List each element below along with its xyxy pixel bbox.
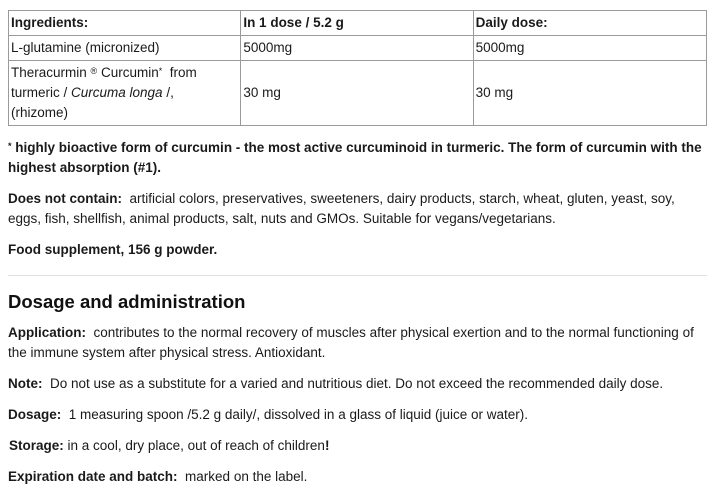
plant-part: (rhizome) bbox=[11, 105, 69, 120]
dosage-text: 1 measuring spoon /5.2 g daily/, dissolved in a glass of liquid (juice or water). bbox=[68, 407, 529, 422]
expiration-text: marked on the label. bbox=[185, 469, 308, 484]
divider bbox=[8, 275, 707, 276]
footnote-star: * bbox=[8, 141, 12, 151]
food-supplement: Food supplement, 156 g powder. bbox=[8, 242, 218, 257]
latin-name: Curcuma longa bbox=[71, 85, 163, 100]
expiration-label: Expiration date and batch: bbox=[8, 469, 178, 484]
ingredient-daily: 30 mg bbox=[473, 61, 706, 126]
expiration bbox=[8, 467, 707, 487]
application-label: Application: bbox=[8, 325, 86, 340]
footnote-star: * bbox=[158, 66, 163, 76]
curcumin-name: Curcumin bbox=[100, 65, 159, 80]
table-row bbox=[9, 61, 707, 126]
note-text: Do not use as a substitute for a varied and nutritious diet. Do not exceed the recommended daily dose. bbox=[50, 376, 664, 391]
header-ingredients: Ingredients: bbox=[9, 11, 241, 36]
storage-exclamation: ! bbox=[324, 438, 330, 453]
theracurmin-name: Theracurmin bbox=[11, 65, 87, 80]
ingredient-dose: 30 mg bbox=[241, 61, 473, 126]
application bbox=[8, 323, 707, 363]
footnote bbox=[8, 138, 707, 178]
dosage-label: Dosage: bbox=[8, 407, 62, 422]
from-text: from bbox=[169, 65, 197, 80]
section-title: Dosage and administration bbox=[8, 291, 246, 312]
ingredient-name bbox=[9, 61, 241, 126]
footnote-text: highly bioactive form of curcumin - the most active curcuminoid in turmeric. The form of curcumin with the highest absorption (#1). bbox=[8, 140, 702, 175]
registered-mark: ® bbox=[90, 66, 98, 76]
does-not-contain-text: artificial colors, preservatives, sweeteners, dairy products, starch, wheat, gluten, yeast, soy, eggs, fish, shellfish, animal products, salt, nuts and GMOs. Suitable for vegans/vegetarians. bbox=[8, 191, 675, 226]
dosage bbox=[8, 405, 707, 425]
ingredient-daily: 5000mg bbox=[473, 36, 706, 61]
ingredient-name: L-glutamine (micronized) bbox=[9, 36, 241, 61]
note-label: Note: bbox=[8, 376, 43, 391]
table-row bbox=[9, 36, 707, 61]
source-text-end: /, bbox=[162, 85, 174, 100]
ingredients-table bbox=[8, 10, 707, 126]
note bbox=[8, 374, 707, 394]
ingredient-dose: 5000mg bbox=[241, 36, 473, 61]
table-header-row bbox=[9, 11, 707, 36]
does-not-contain-label: Does not contain: bbox=[8, 191, 122, 206]
does-not-contain bbox=[8, 189, 707, 229]
storage-label: Storage: bbox=[9, 438, 64, 453]
storage-text: in a cool, dry place, out of reach of children bbox=[67, 438, 325, 453]
header-per-dose: In 1 dose / 5.2 g bbox=[241, 11, 473, 36]
storage bbox=[8, 436, 707, 456]
header-daily-dose: Daily dose: bbox=[473, 11, 706, 36]
application-text: contributes to the normal recovery of muscles after physical exertion and to the normal functioning of the immune system after physical stress. Antioxidant. bbox=[8, 325, 694, 360]
source-text: turmeric / bbox=[11, 85, 72, 100]
product-description bbox=[8, 10, 707, 487]
